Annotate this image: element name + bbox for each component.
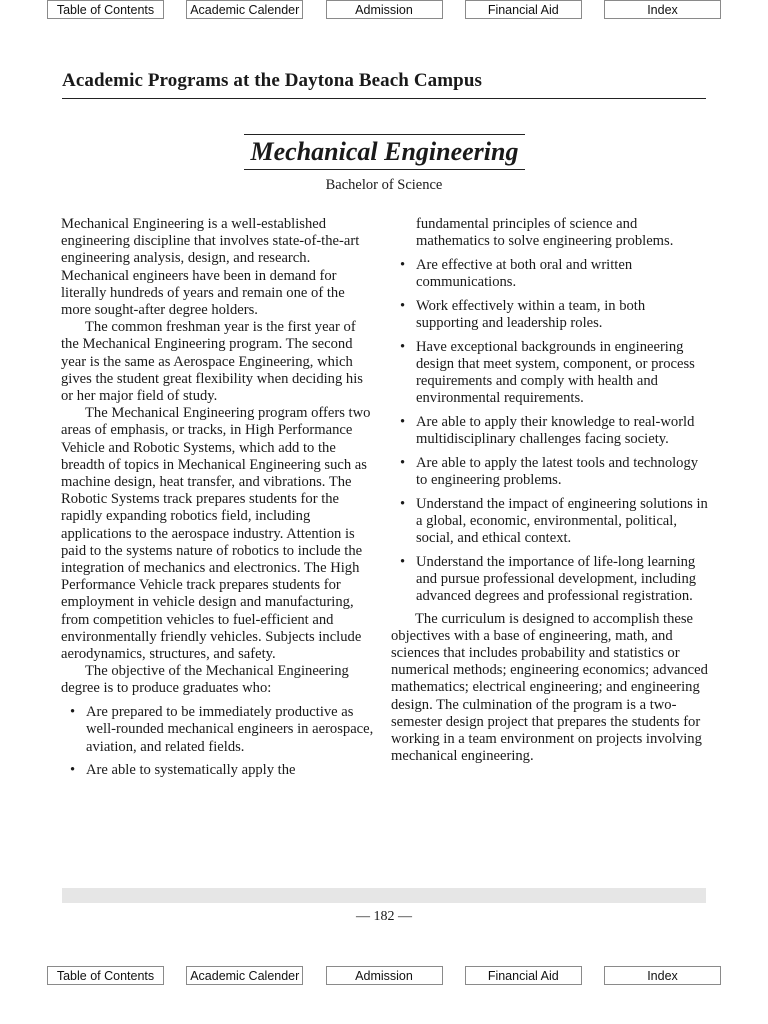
- objectives-list-right: [391, 257, 709, 606]
- nav-financial-aid-button[interactable]: Financial Aid: [465, 0, 582, 19]
- nav-academic-calender-button[interactable]: Academic Calender: [186, 966, 303, 985]
- nav-index-button[interactable]: Index: [604, 0, 721, 19]
- nav-financial-aid-button[interactable]: Financial Aid: [465, 966, 582, 985]
- list-item: • Are prepared to be immediately productive as well-rounded mechanical engineers in aerospace, aviation, and related fields.: [61, 704, 377, 756]
- right-column: [391, 216, 709, 765]
- list-item-continuation: fundamental principles of science and mathematics to solve engineering problems.: [416, 216, 674, 250]
- list-item: • Are able to apply the latest tools and technology to engineering problems.: [391, 455, 709, 489]
- nav-academic-calender-button[interactable]: Academic Calender: [186, 0, 303, 19]
- list-item: • Are able to apply their knowledge to real-world multidisciplinary challenges facing society.: [391, 414, 709, 448]
- list-item: • Are effective at both oral and written communications.: [391, 257, 709, 291]
- paragraph-curriculum: The curriculum is designed to accomplish these objectives with a base of engineering, math, and sciences that includes probability and statistics or numerical methods; engineering economics; advanced mathematics; electrical engineering; and engineering design. The culmination of the program is a two-semester design project that prepares the students for working in a team environment on projects involving mechanical engineering.: [391, 610, 708, 765]
- nav-admission-button[interactable]: Admission: [326, 0, 443, 19]
- bottom-nav: [47, 966, 721, 987]
- top-nav: [47, 0, 721, 21]
- page-number: — 182 —: [356, 909, 412, 924]
- paragraph-tracks: The Mechanical Engineering program offers two areas of emphasis, or tracks, in High Performance Vehicle and Robotic Systems, which add to the breadth of topics in Mechanical Engineering such as machine design, heat transfer, and vibrations. The Robotic Systems track prepares students for the rapidly expanding robotics field, including applications to the aerospace industry. Attention is paid to the systems nature of robotics to include the integration of mechanics and electronics. The High Performance Vehicle track prepares students for employment in vehicle design and manufacturing, from competition vehicles to fuel-efficient and environmentally friendly vehicles. Subjects include aerodynamics, structures, and safety.: [61, 405, 371, 663]
- nav-table-of-contents-button[interactable]: Table of Contents: [47, 0, 164, 19]
- nav-admission-button[interactable]: Admission: [326, 966, 443, 985]
- nav-table-of-contents-button[interactable]: Table of Contents: [47, 966, 164, 985]
- nav-index-button[interactable]: Index: [604, 966, 721, 985]
- left-column: [61, 216, 377, 780]
- paragraph-freshman-year: The common freshman year is the first year of the Mechanical Engineering program. The second year is the same as Aerospace Engineering, which gives the student great flexibility when deciding his or her major field of study.: [61, 319, 363, 405]
- paragraph-intro: Mechanical Engineering is a well-established engineering discipline that involves state-of-the-art engineering analysis, design, and research. Mechanical engineers have been in demand for literally hundreds of years and remain one of the more sought-after degree holders.: [61, 216, 360, 319]
- list-item: • Have exceptional backgrounds in engineering design that meet system, component, or process requirements and comply with health and environmental requirements.: [391, 339, 709, 408]
- list-item: • Are able to systematically apply the: [61, 762, 377, 779]
- title-box: [244, 134, 525, 170]
- page-subtitle: Bachelor of Science: [325, 177, 443, 193]
- list-item: • Understand the importance of life-long learning and pursue professional development, including advanced degrees and professional registration.: [391, 554, 709, 606]
- page-title: Mechanical Engineering: [250, 137, 519, 166]
- paragraph-objective: The objective of the Mechanical Engineering degree is to produce graduates who:: [61, 663, 349, 697]
- footer-bar: [62, 888, 706, 903]
- list-item: • Understand the impact of engineering solutions in a global, economic, environmental, political, social, and ethical context.: [391, 496, 709, 548]
- objectives-list-left: [61, 704, 377, 779]
- section-heading: Academic Programs at the Daytona Beach Campus: [62, 70, 706, 99]
- list-item: • Work effectively within a team, in both supporting and leadership roles.: [391, 298, 709, 332]
